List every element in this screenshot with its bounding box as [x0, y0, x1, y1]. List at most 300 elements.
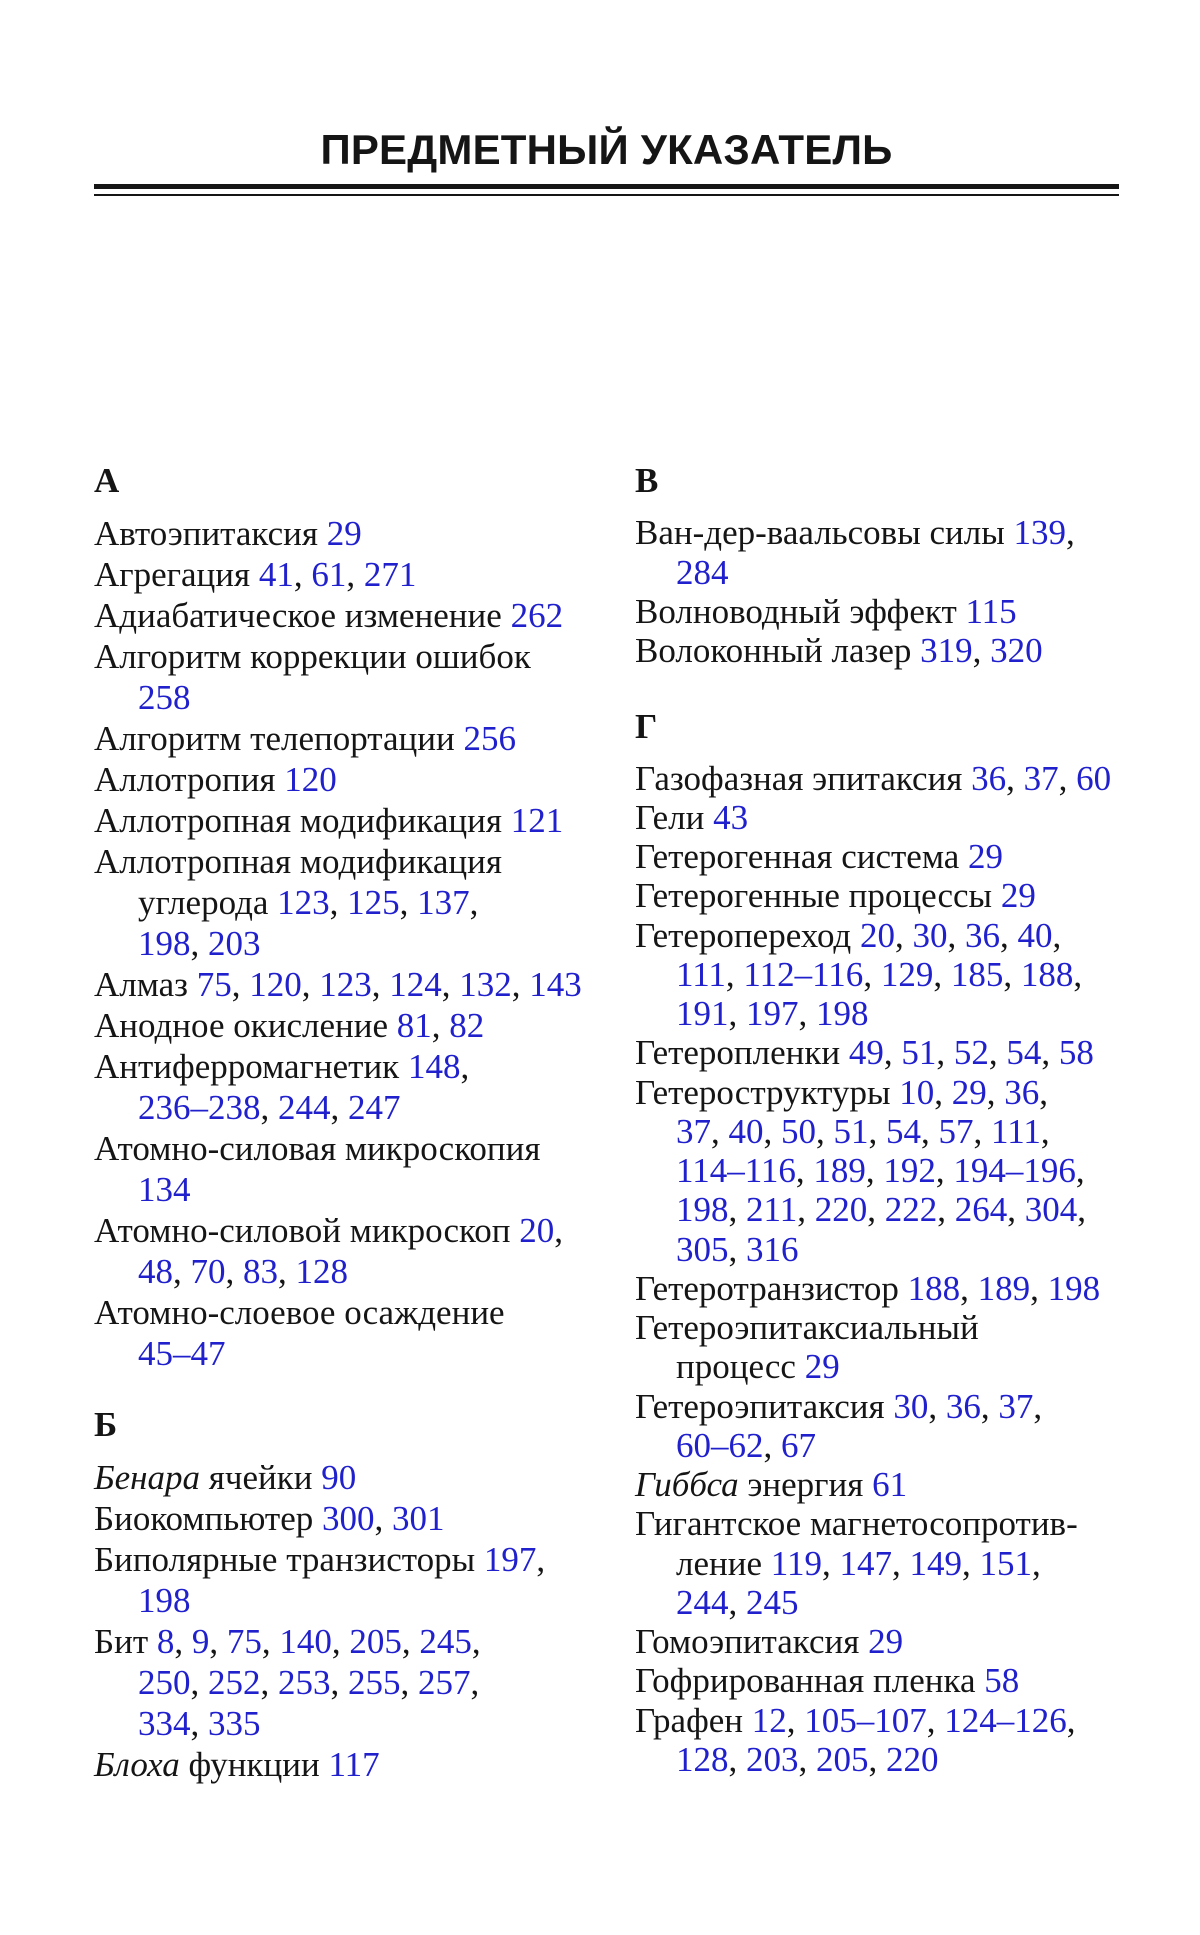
page-separator: ,	[883, 1033, 893, 1073]
page-link[interactable]: 222	[884, 1190, 938, 1230]
page-link[interactable]: 57	[938, 1111, 974, 1151]
index-term: Гетерогенные процессы	[635, 876, 993, 916]
page-separator: ,	[972, 631, 982, 670]
index-entry	[635, 759, 1111, 798]
entry-line	[635, 1230, 1111, 1269]
index-column-right	[635, 461, 1111, 1779]
page-link[interactable]: 250	[138, 1663, 191, 1702]
page-link[interactable]: 305	[676, 1229, 729, 1269]
entry-line	[635, 1112, 1111, 1151]
page-link[interactable]: 220	[886, 1739, 939, 1779]
page-link[interactable]: 29	[804, 1347, 840, 1387]
page-link[interactable]: 284	[676, 552, 729, 592]
page-link[interactable]: 9	[191, 1622, 210, 1661]
page-separator: ,	[763, 1425, 773, 1465]
page-link[interactable]: 192	[883, 1151, 936, 1190]
index-entry	[94, 759, 582, 800]
index-entry	[94, 1046, 582, 1128]
page-separator: ,	[1007, 1190, 1016, 1230]
page-link[interactable]: 36	[971, 758, 1007, 798]
page-link[interactable]: 125	[347, 883, 400, 922]
page-link[interactable]: 37	[1023, 758, 1059, 798]
index-term: Графен	[635, 1700, 744, 1740]
entry-line	[635, 798, 1111, 837]
page-link[interactable]: 117	[328, 1745, 380, 1784]
page-link[interactable]: 137	[417, 883, 470, 922]
index-term-italic: Блоха	[94, 1745, 180, 1784]
index-term: Аллотропия	[94, 760, 276, 799]
page-separator: ,	[190, 1704, 200, 1743]
page-link[interactable]: 304	[1024, 1190, 1078, 1230]
page-link[interactable]: 257	[418, 1663, 471, 1702]
page-separator: ,	[293, 555, 303, 594]
page-separator: ,	[1077, 1190, 1086, 1230]
index-entry	[94, 636, 582, 718]
page-separator: ,	[1052, 915, 1062, 955]
page-link[interactable]: 211	[746, 1190, 798, 1230]
page-link[interactable]: 36	[1004, 1072, 1040, 1112]
index-section	[635, 707, 1111, 1779]
page-separator: ,	[728, 1229, 738, 1269]
page-link[interactable]: 185	[950, 954, 1004, 994]
page-link[interactable]: 151	[979, 1543, 1032, 1583]
index-entry	[635, 837, 1111, 876]
index-entry	[635, 1387, 1111, 1466]
page-link[interactable]: 41	[258, 555, 294, 594]
page-link[interactable]: 58	[984, 1661, 1020, 1701]
entry-line	[94, 1333, 582, 1374]
page-link[interactable]: 111	[991, 1111, 1041, 1151]
page-link[interactable]: 198	[816, 994, 869, 1033]
index-term: функции	[188, 1745, 320, 1784]
page-link[interactable]: 191	[676, 994, 729, 1033]
page-link[interactable]: 10	[899, 1072, 935, 1112]
page-link[interactable]: 236–238	[138, 1088, 261, 1127]
page-link[interactable]: 128	[295, 1252, 348, 1291]
entry-line	[94, 718, 582, 759]
page-separator: ,	[399, 883, 409, 922]
page-separator: ,	[786, 1700, 796, 1740]
index-entry	[94, 1005, 582, 1046]
page-link[interactable]: 51	[901, 1033, 937, 1073]
page-title: ПРЕДМЕТНЫЙ УКАЗАТЕЛЬ	[320, 126, 893, 173]
page-separator: ,	[329, 883, 339, 922]
page-link[interactable]: 105–107	[804, 1700, 927, 1740]
index-entry	[635, 513, 1111, 592]
entry-line	[94, 1210, 582, 1251]
page-link[interactable]: 334	[138, 1704, 191, 1743]
index-section	[94, 460, 582, 1374]
page-link[interactable]: 256	[463, 719, 516, 758]
entry-line	[635, 759, 1111, 798]
page-link[interactable]: 197	[483, 1540, 537, 1579]
index-entry	[635, 798, 1111, 837]
page-link[interactable]: 60–62	[676, 1425, 764, 1465]
page-link[interactable]: 115	[965, 591, 1017, 631]
entry-line	[94, 677, 582, 718]
entry-line	[94, 800, 582, 841]
page-link[interactable]: 30	[912, 915, 948, 955]
page-separator: ,	[895, 915, 904, 955]
page-link[interactable]: 29	[326, 514, 362, 553]
page-separator: ,	[1033, 1386, 1043, 1426]
page-link[interactable]: 123	[277, 883, 330, 922]
index-term: Алгоритм коррекции ошибок	[94, 637, 531, 676]
index-term: Атомно-слоевое осаждение	[94, 1293, 505, 1332]
index-term: Алмаз	[94, 965, 189, 1004]
page-link[interactable]: 20	[519, 1211, 555, 1250]
page-link[interactable]: 123	[319, 965, 372, 1004]
title-rule-thick	[94, 184, 1119, 189]
page-link[interactable]: 54	[886, 1111, 921, 1151]
index-term: процесс	[676, 1347, 796, 1387]
page-separator: ,	[1040, 1111, 1050, 1151]
entry-line	[94, 1087, 582, 1128]
index-entry	[94, 1744, 582, 1785]
index-term: Волоконный лазер	[635, 631, 912, 670]
entry-line	[635, 1308, 1111, 1347]
index-term: Ван-дер-ваальсовы силы	[635, 513, 1005, 553]
page-separator: ,	[330, 1663, 340, 1702]
page-link[interactable]: 50	[781, 1111, 816, 1151]
page-link[interactable]: 300	[322, 1499, 375, 1538]
page-link[interactable]: 128	[676, 1739, 729, 1779]
entry-line	[94, 1539, 582, 1580]
page-separator: ,	[1073, 954, 1083, 994]
entry-line	[94, 513, 582, 554]
page-link[interactable]: 252	[208, 1663, 261, 1702]
page-link[interactable]: 245	[746, 1582, 799, 1622]
index-term: Атомно-силовая микроскопия	[94, 1129, 541, 1168]
index-entry	[94, 1210, 582, 1292]
page-link[interactable]: 220	[814, 1190, 868, 1230]
page-link[interactable]: 20	[860, 915, 895, 955]
index-term: Гетеротранзистор	[635, 1268, 899, 1308]
page-separator: ,	[868, 1111, 878, 1151]
entry-line	[94, 1621, 582, 1662]
page-separator: ,	[231, 965, 241, 1004]
entry-line	[94, 1292, 582, 1333]
page-link[interactable]: 203	[746, 1739, 799, 1779]
page-link[interactable]: 129	[880, 954, 934, 994]
page-link[interactable]: 335	[208, 1704, 261, 1743]
section-letter: А	[94, 461, 120, 500]
page-separator: ,	[261, 1622, 271, 1661]
page-link[interactable]: 262	[510, 596, 564, 635]
page-link[interactable]: 48	[138, 1252, 173, 1291]
page-link[interactable]: 67	[781, 1425, 816, 1465]
index-entry	[94, 841, 582, 964]
page-link[interactable]: 37	[676, 1111, 711, 1151]
page-separator: ,	[867, 1190, 876, 1230]
page-link[interactable]: 198	[138, 924, 191, 963]
page-link[interactable]: 29	[868, 1622, 904, 1661]
page-link[interactable]: 111	[676, 954, 726, 994]
page-link[interactable]: 198	[676, 1190, 729, 1230]
entry-line	[94, 1005, 582, 1046]
index-column-left	[94, 460, 582, 1785]
index-term: Бит	[94, 1622, 149, 1661]
page-link[interactable]: 139	[1013, 513, 1066, 553]
page-separator: ,	[330, 1088, 340, 1127]
index-entry	[94, 964, 582, 1005]
page-link[interactable]: 37	[998, 1386, 1034, 1426]
page-separator: ,	[821, 1543, 831, 1583]
page-link[interactable]: 271	[363, 555, 417, 594]
page-link[interactable]: 205	[349, 1622, 402, 1661]
page-separator: ,	[961, 1543, 971, 1583]
page-separator: ,	[928, 1386, 938, 1426]
page-separator: ,	[371, 965, 381, 1004]
page-link[interactable]: 54	[1006, 1033, 1042, 1073]
page-separator: ,	[816, 1111, 825, 1151]
page-link[interactable]: 119	[770, 1543, 822, 1583]
page-separator: ,	[980, 1386, 990, 1426]
page-separator: ,	[986, 1072, 996, 1112]
page-link[interactable]: 247	[348, 1088, 401, 1127]
index-term: Атомно-силовой микроскоп	[94, 1211, 511, 1250]
index-entry	[94, 800, 582, 841]
entry-line	[94, 923, 582, 964]
page-link[interactable]: 189	[977, 1268, 1031, 1308]
index-term: Автоэпитаксия	[94, 514, 318, 553]
page-link[interactable]: 36	[965, 915, 1000, 955]
page-link[interactable]: 245	[419, 1622, 472, 1661]
page-link[interactable]: 198	[1047, 1268, 1101, 1308]
page-link[interactable]: 264	[954, 1190, 1008, 1230]
page-link[interactable]: 45–47	[138, 1334, 226, 1373]
page-link[interactable]: 198	[138, 1581, 191, 1620]
page-link[interactable]: 188	[907, 1268, 961, 1308]
index-term-italic: Гиббса	[635, 1465, 739, 1504]
page-link[interactable]: 189	[813, 1151, 866, 1190]
page-link[interactable]: 83	[243, 1252, 278, 1291]
page-link[interactable]: 82	[449, 1006, 485, 1045]
page-link[interactable]: 29	[1000, 876, 1036, 916]
page-separator: ,	[936, 1033, 946, 1073]
entry-line	[94, 1744, 582, 1785]
index-entry	[94, 1128, 582, 1210]
entry-line	[635, 592, 1111, 631]
page-link[interactable]: 30	[893, 1386, 929, 1426]
index-entry	[94, 1539, 582, 1621]
page-link[interactable]: 81	[396, 1006, 432, 1045]
entry-line	[635, 994, 1111, 1033]
entry-line	[635, 553, 1111, 592]
page-link[interactable]: 8	[156, 1622, 175, 1661]
page-separator: ,	[1058, 758, 1068, 798]
page-separator: ,	[174, 1622, 184, 1661]
index-entry	[94, 1621, 582, 1744]
entry-line	[635, 1622, 1111, 1661]
index-entry	[635, 1269, 1111, 1308]
page-separator: ,	[798, 994, 808, 1033]
page-link[interactable]: 75	[226, 1622, 262, 1661]
page-link[interactable]: 320	[990, 631, 1043, 670]
page-link[interactable]: 75	[196, 965, 232, 1004]
page-link[interactable]: 140	[279, 1622, 332, 1661]
page-link[interactable]: 147	[839, 1543, 892, 1583]
entry-line	[635, 1387, 1111, 1426]
page-separator: ,	[868, 1739, 878, 1779]
entry-line	[635, 1701, 1111, 1740]
page-link[interactable]: 40	[1017, 915, 1053, 955]
page-link[interactable]: 319	[920, 631, 973, 670]
page-link[interactable]: 61	[311, 555, 347, 594]
page-link[interactable]: 148	[407, 1047, 461, 1086]
page-link[interactable]: 124–126	[944, 1700, 1067, 1740]
entry-line	[635, 1583, 1111, 1622]
page-link[interactable]: 90	[321, 1458, 357, 1497]
page-separator: ,	[441, 965, 451, 1004]
entry-line	[635, 631, 1111, 670]
index-term: Антиферромагнетик	[94, 1047, 400, 1086]
page-separator: ,	[863, 954, 873, 994]
index-term: ячейки	[208, 1458, 313, 1497]
entry-line	[94, 1498, 582, 1539]
page-separator: ,	[536, 1540, 546, 1579]
page-link[interactable]: 12	[751, 1700, 787, 1740]
page-link[interactable]: 58	[1058, 1033, 1094, 1073]
entry-line	[635, 916, 1111, 955]
page-link[interactable]: 61	[872, 1465, 908, 1504]
index-section	[94, 1404, 582, 1785]
page-link[interactable]: 114–116	[676, 1151, 796, 1190]
page-separator: ,	[470, 1663, 480, 1702]
page-separator: ,	[795, 1151, 805, 1190]
index-entry	[635, 916, 1111, 1034]
page-separator: ,	[374, 1499, 384, 1538]
entry-line	[635, 1661, 1111, 1700]
page-separator: ,	[190, 924, 200, 963]
index-entry	[635, 1033, 1111, 1072]
page-separator: ,	[728, 1739, 738, 1779]
entry-line	[94, 882, 582, 923]
page-link[interactable]: 143	[529, 965, 582, 1004]
index-entry	[635, 631, 1111, 670]
title-rule-thin	[94, 194, 1119, 196]
entry-line	[635, 1151, 1111, 1190]
index-entry	[94, 513, 582, 554]
index-term: Гетероструктуры	[635, 1072, 891, 1112]
section-letter: В	[635, 461, 659, 500]
page-separator: ,	[260, 1663, 270, 1702]
entry-line	[635, 955, 1111, 994]
page-separator: ,	[725, 954, 735, 994]
entry-line	[94, 841, 582, 882]
index-term: Алгоритм телепортации	[94, 719, 455, 758]
page-separator: ,	[1039, 1072, 1048, 1112]
entry-line	[94, 595, 582, 636]
page-separator: ,	[1075, 1151, 1085, 1190]
index-term: Гетерогенная система	[635, 837, 960, 876]
index-entry	[94, 718, 582, 759]
page-link[interactable]: 301	[392, 1499, 445, 1538]
entry-line	[635, 1073, 1111, 1112]
page-link[interactable]: 244	[676, 1582, 729, 1622]
page-separator: ,	[973, 1111, 983, 1151]
page-separator: ,	[1000, 915, 1009, 955]
page-link[interactable]: 40	[728, 1111, 764, 1151]
page-link[interactable]: 244	[278, 1088, 331, 1127]
page-link[interactable]: 253	[278, 1663, 331, 1702]
page-separator: ,	[921, 1111, 930, 1151]
page-link[interactable]: 49	[848, 1033, 884, 1073]
index-term: Гофрированная пленка	[635, 1661, 976, 1701]
page-separator: ,	[1003, 954, 1013, 994]
index-term: Гели	[635, 797, 705, 837]
index-entry	[94, 554, 582, 595]
page-link[interactable]: 124	[389, 965, 442, 1004]
page-link[interactable]: 120	[284, 760, 337, 799]
page-link[interactable]: 29	[951, 1072, 987, 1112]
entry-line	[635, 513, 1111, 552]
index-term-italic: Бенара	[94, 1458, 201, 1497]
page-link[interactable]: 134	[138, 1170, 191, 1209]
page-separator: ,	[728, 1582, 738, 1622]
page-link[interactable]: 188	[1020, 954, 1074, 994]
entry-line	[94, 759, 582, 800]
page-separator: ,	[891, 1543, 901, 1583]
page-separator: ,	[278, 1252, 287, 1291]
entry-line	[94, 1046, 582, 1087]
page-separator: ,	[511, 965, 521, 1004]
page-link[interactable]: 70	[190, 1252, 226, 1291]
page-separator: ,	[797, 1190, 806, 1230]
page-link[interactable]: 255	[348, 1663, 401, 1702]
page-link[interactable]: 51	[833, 1111, 869, 1151]
index-term: Газофазная эпитаксия	[635, 758, 963, 798]
index-entry	[635, 1504, 1111, 1622]
index-entry	[635, 592, 1111, 631]
page-separator: ,	[431, 1006, 441, 1045]
page-link[interactable]: 203	[208, 924, 261, 963]
page-link[interactable]: 121	[510, 801, 564, 840]
page-link[interactable]: 52	[953, 1033, 989, 1073]
page-link[interactable]: 120	[249, 965, 302, 1004]
entry-line	[94, 1703, 582, 1744]
index-term: Адиабатическое изменение	[94, 596, 502, 635]
page-link[interactable]: 316	[746, 1229, 799, 1269]
index-term: Гетеропереход	[635, 915, 852, 955]
page-link[interactable]: 60	[1076, 758, 1112, 798]
index-term: Биокомпьютер	[94, 1499, 314, 1538]
page-separator: ,	[190, 1663, 200, 1702]
section-letter: Б	[94, 1405, 118, 1444]
page-separator: ,	[1066, 1700, 1076, 1740]
page-link[interactable]: 132	[459, 965, 512, 1004]
page-link[interactable]: 29	[968, 837, 1004, 876]
page-link[interactable]: 112–116	[743, 954, 864, 994]
page-separator: ,	[346, 555, 356, 594]
index-entry	[635, 1308, 1111, 1387]
page-link[interactable]: 197	[746, 994, 799, 1033]
index-entry	[94, 595, 582, 636]
page-separator: ,	[469, 883, 479, 922]
page-link[interactable]: 36	[945, 1386, 981, 1426]
page-separator: ,	[711, 1111, 720, 1151]
page-link[interactable]: 43	[713, 797, 749, 837]
entry-line	[635, 1504, 1111, 1543]
page-link[interactable]: 149	[909, 1543, 962, 1583]
page-link[interactable]: 258	[138, 678, 191, 717]
entry-line	[94, 1251, 582, 1292]
page-link[interactable]: 205	[816, 1739, 869, 1779]
entry-line	[94, 1128, 582, 1169]
entry-line	[635, 1269, 1111, 1308]
page-link[interactable]: 194–196	[953, 1151, 1076, 1190]
page-separator: ,	[401, 1622, 411, 1661]
